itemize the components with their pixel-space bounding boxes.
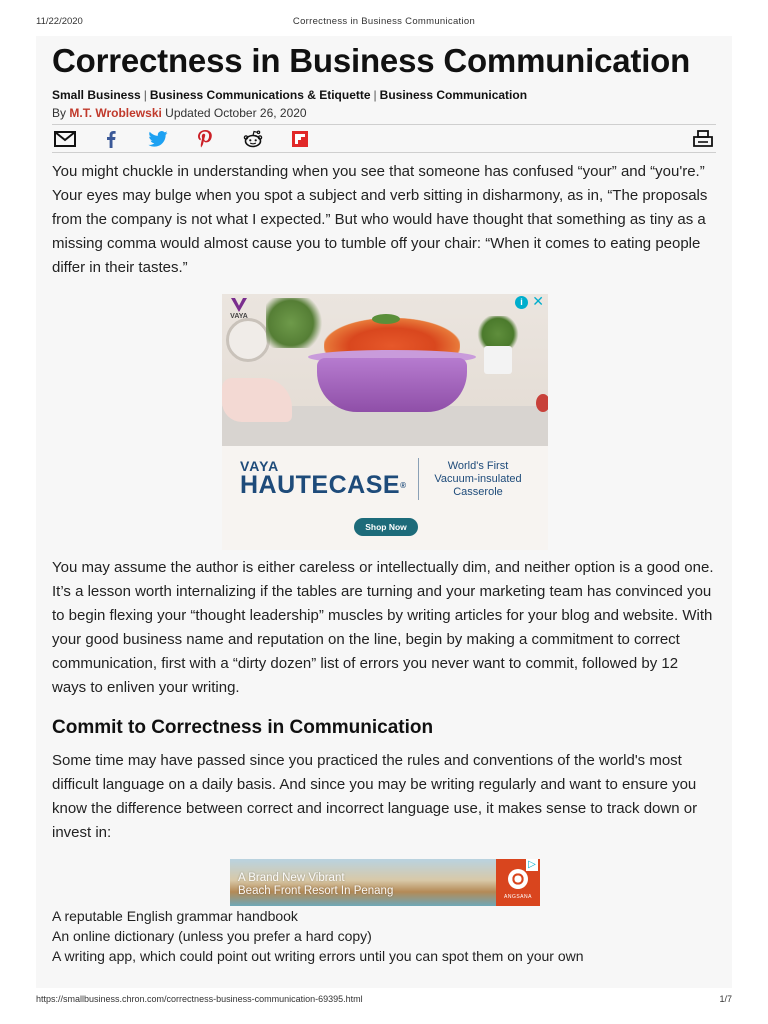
facebook-icon[interactable] xyxy=(100,129,122,149)
ad-tagline-line: Casserole xyxy=(453,486,503,498)
ad-brand-hautecase-text: HAUTECASE xyxy=(240,471,401,499)
list-item: An online dictionary (unless you prefer a hard copy) xyxy=(52,928,372,944)
ad-tagline-line: World's First xyxy=(447,460,509,472)
byline xyxy=(52,106,307,120)
clock-illustration xyxy=(226,318,270,362)
ad-resort-line: Beach Front Resort In Penang xyxy=(238,885,394,897)
adchoices-info-icon[interactable]: i xyxy=(515,296,528,309)
print-title: Correctness in Business Communication xyxy=(292,16,476,27)
herb-garnish-illustration xyxy=(372,314,400,324)
ad-resort-text xyxy=(238,872,393,898)
breadcrumb-business-communications-etiquette[interactable]: Business Communications & Etiquette xyxy=(149,88,371,102)
section-heading: Commit to Correctness in Communication xyxy=(52,717,434,738)
page-url: https://smallbusiness.chron.com/correctness-business-communication-69395.html xyxy=(36,994,363,1004)
byline-prefix: By xyxy=(52,106,67,120)
list-item: A writing app, which could point out writing errors until you can spot them on your own xyxy=(52,948,584,964)
breadcrumb-separator: | xyxy=(143,88,147,102)
ad-divider xyxy=(418,458,419,500)
updated-date: Updated October 26, 2020 xyxy=(165,106,307,120)
angsana-logo-text: ANGSANA xyxy=(504,894,532,900)
author-link[interactable]: M.T. Wroblewski xyxy=(69,106,162,120)
plant-pot-illustration xyxy=(484,346,512,374)
ad-close-icon[interactable]: ✕ xyxy=(532,294,544,309)
email-icon[interactable] xyxy=(54,129,76,149)
print-icon[interactable] xyxy=(692,129,714,149)
article-paragraph: You may assume the author is either careless or intellectually dim, and neither option is a good one. It’s a lesson worth internalizing if the tables are turning and your marketing team has convinced you to begin flexing your “thought leadership” muscles by writing articles for your blog and website. With your good business name and reputation on the line, begin by making a commitment to correct communication, first with a “dirty dozen” list of errors you never want to commit, followed by 12 ways to enliven your writing. xyxy=(52,559,714,696)
ad-brand xyxy=(240,458,410,499)
registered-mark: ® xyxy=(400,481,407,490)
pinterest-icon[interactable] xyxy=(194,129,216,149)
page-title: Correctness in Business Communication xyxy=(52,42,691,79)
ad-tagline-line: Vacuum-insulated xyxy=(434,473,522,485)
plant-illustration xyxy=(266,298,328,348)
flipboard-icon[interactable] xyxy=(289,129,311,149)
list-item: A reputable English grammar handbook xyxy=(52,908,298,924)
ad-tagline xyxy=(422,460,534,499)
ad-brand-hautecase xyxy=(240,472,410,499)
ad-brand-vaya: VAYA xyxy=(240,458,280,474)
vaya-logo-icon xyxy=(231,298,247,312)
print-header xyxy=(36,16,732,30)
advertisement-vaya[interactable] xyxy=(222,294,548,550)
advertisement-resort[interactable] xyxy=(230,859,540,906)
napkin-illustration xyxy=(222,378,292,422)
shop-now-button[interactable]: Shop Now xyxy=(354,518,418,536)
breadcrumb-separator: | xyxy=(373,88,377,102)
breadcrumb-small-business[interactable]: Small Business xyxy=(52,88,141,102)
page-number: 1/7 xyxy=(719,994,732,1004)
apple-illustration xyxy=(536,394,548,412)
twitter-icon[interactable] xyxy=(147,129,169,149)
casserole-illustration xyxy=(317,358,467,412)
share-bar xyxy=(52,124,716,153)
vaya-logo-text: VAYA xyxy=(230,313,248,320)
reddit-icon[interactable] xyxy=(242,129,264,149)
article-paragraph: You might chuckle in understanding when you see that someone has confused “your” and “you're.” Your eyes may bulge when you spot a subject and verb sitting in disharmony, as in, “The proposals from the company is not what I expected.” But who would have thought that something as tiny as a missing comma would almost cause you to tumble off your chair: “When it comes to eating people differ in their tastes.” xyxy=(52,163,708,276)
flower-icon xyxy=(508,869,528,889)
print-date: 11/22/2020 xyxy=(36,16,83,27)
breadcrumb-business-communication[interactable]: Business Communication xyxy=(379,88,528,102)
ad-resort-line: A Brand New Vibrant xyxy=(238,872,345,884)
article-page xyxy=(36,36,732,988)
breadcrumb xyxy=(52,88,527,102)
resource-list xyxy=(52,906,584,966)
print-footer xyxy=(36,994,732,1008)
adchoices-icon[interactable]: ▷ xyxy=(526,859,538,871)
article-paragraph: Some time may have passed since you practiced the rules and conventions of the world's most difficult language on a daily basis. And since you may be writing regularly and want to ensure you know the difference between correct and incorrect language use, it makes sense to track down or invest in: xyxy=(52,752,698,841)
vaya-logo xyxy=(226,298,252,320)
